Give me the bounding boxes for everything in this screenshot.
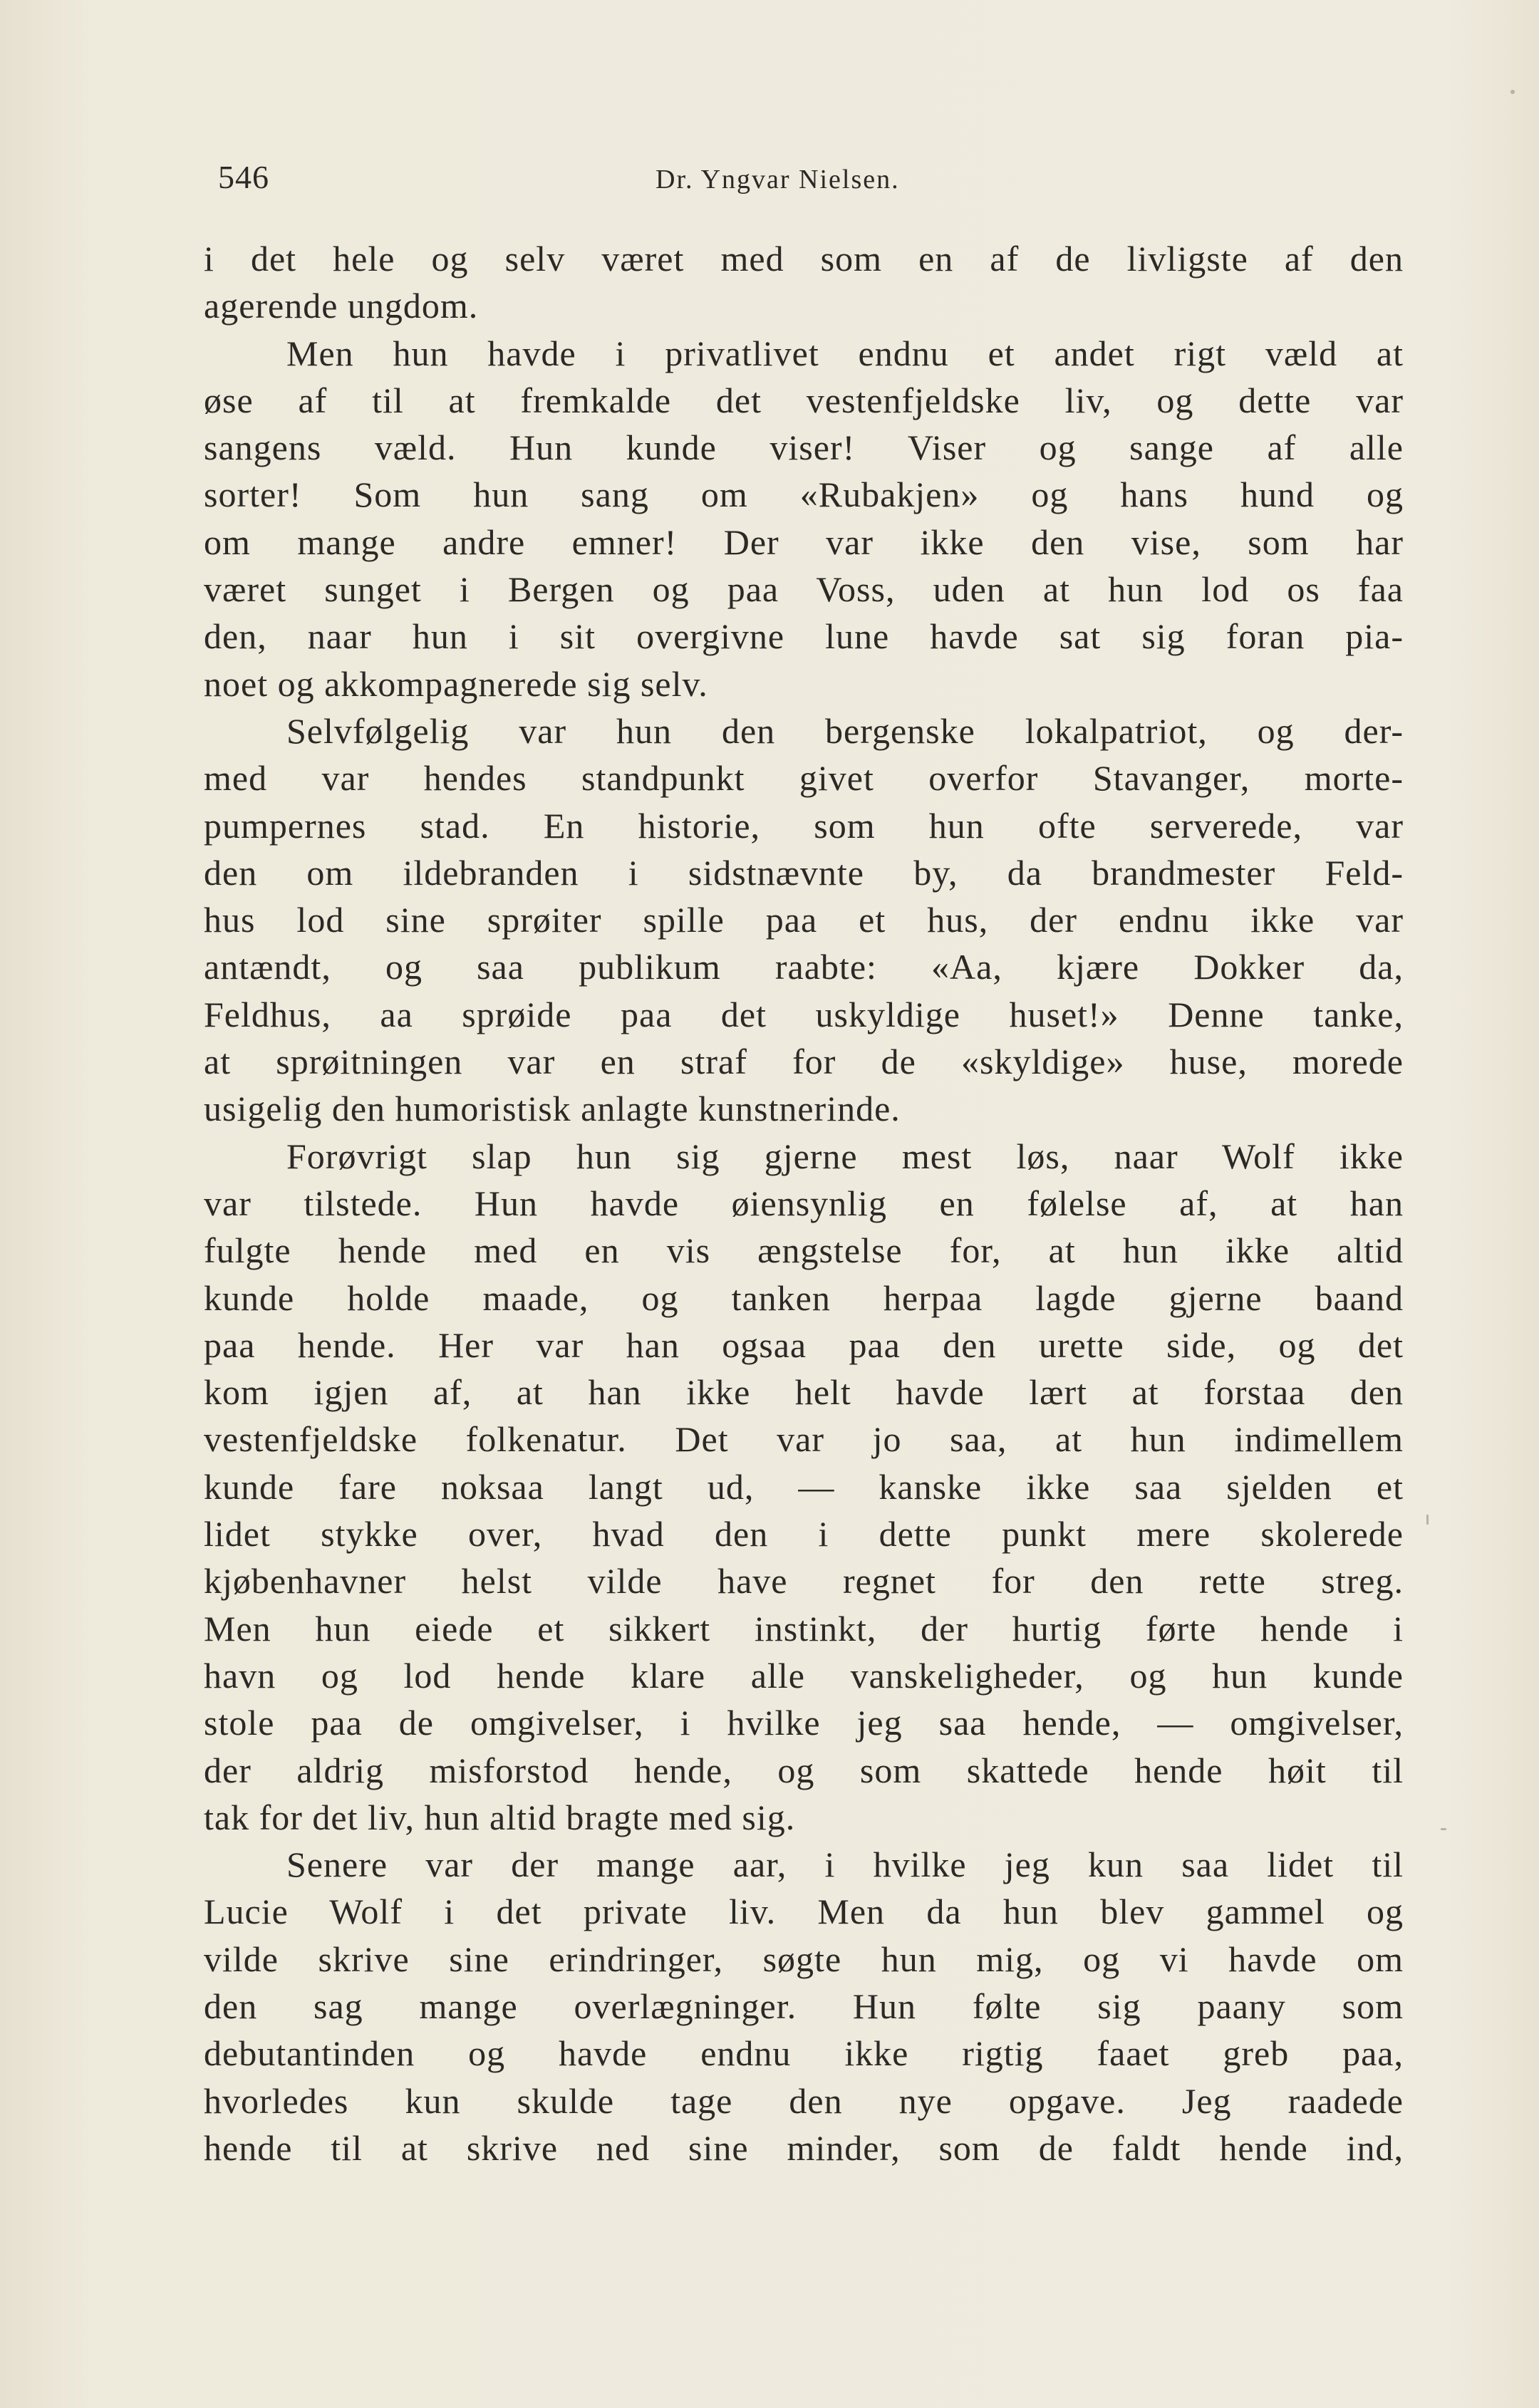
text-line: hende til at skrive ned sine minder, som de faldt hende ind, — [204, 2127, 1404, 2168]
text-line: pumpernes stad. En historie, som hun ofte serverede, var — [204, 805, 1404, 846]
text-line: var tilstede. Hun havde øiensynlig en følelse af, at han — [204, 1183, 1404, 1223]
text-line: i det hele og selv været med som en af de livligste af den — [204, 239, 1404, 279]
paper-speck — [1441, 1828, 1446, 1830]
text-line: med var hendes standpunkt givet overfor Stavanger, morte- — [204, 758, 1404, 799]
text-line: noet og akkompagnerede sig selv. — [204, 663, 708, 704]
text-line: kunde fare noksaa langt ud, — kanske ikke saa sjelden et — [204, 1466, 1404, 1507]
text-line: agerende ungdom. — [204, 286, 479, 326]
running-head: Dr. Yngvar Nielsen. — [656, 165, 900, 194]
text-line: fulgte hende med en vis ængstelse for, at hun ikke altid — [204, 1230, 1404, 1271]
page-number: 546 — [218, 159, 269, 195]
text-line: usigelig den humoristisk anlagte kunstnerinde. — [204, 1089, 901, 1129]
text-line: antændt, og saa publikum raabte: «Aa, kjære Dokker da, — [204, 947, 1404, 987]
text-line: om mange andre emner! Der var ikke den vise, som har — [204, 521, 1404, 562]
text-line: Selvfølgelig var hun den bergenske lokalpatriot, og der- — [286, 710, 1404, 751]
text-line: paa hende. Her var han ogsaa paa den urette side, og det — [204, 1324, 1404, 1365]
text-line: hvorledes kun skulde tage den nye opgave. Jeg raadede — [204, 2080, 1404, 2121]
text-line: Men hun eiede et sikkert instinkt, der hurtig førte hende i — [204, 1608, 1404, 1649]
text-line: Men hun havde i privatlivet endnu et andet rigt væld at — [286, 333, 1404, 373]
text-line: den om ildebranden i sidstnævnte by, da brandmester Feld- — [204, 852, 1404, 893]
text-line: kunde holde maade, og tanken herpaa lagde gjerne baand — [204, 1277, 1404, 1318]
text-line: den, naar hun i sit overgivne lune havde sat sig foran pia- — [204, 616, 1404, 657]
text-line: tak for det liv, hun altid bragte med sig. — [204, 1797, 796, 1837]
text-line: vilde skrive sine erindringer, søgte hun mig, og vi havde om — [204, 1939, 1404, 1979]
text-line: været sunget i Bergen og paa Voss, uden at hun lod os faa — [204, 569, 1404, 610]
text-line: Senere var der mange aar, i hvilke jeg kun saa lidet til — [286, 1844, 1404, 1885]
text-line: Feldhus, aa sprøide paa det uskyldige huset!» Denne tanke, — [204, 994, 1404, 1034]
body-text — [204, 235, 1404, 2171]
text-line: kom igjen af, at han ikke helt havde lært at forstaa den — [204, 1372, 1404, 1413]
text-line: øse af til at fremkalde det vestenfjeldske liv, og dette var — [204, 380, 1404, 420]
text-line: Forøvrigt slap hun sig gjerne mest løs, naar Wolf ikke — [286, 1136, 1404, 1176]
text-line: hus lod sine sprøiter spille paa et hus, der endnu ikke var — [204, 900, 1404, 940]
text-line: at sprøitningen var en straf for de «skyldige» huse, morede — [204, 1042, 1404, 1082]
paper-speck — [1510, 90, 1515, 94]
text-line: der aldrig misforstod hende, og som skattede hende høit til — [204, 1750, 1404, 1790]
paper-speck — [1426, 1515, 1429, 1525]
text-line: kjøbenhavner helst vilde have regnet for den rette streg. — [204, 1561, 1404, 1602]
text-line: Lucie Wolf i det private liv. Men da hun blev gammel og — [204, 1891, 1404, 1932]
text-line: debutantinden og havde endnu ikke rigtig faaet greb paa, — [204, 2033, 1404, 2074]
text-line: havn og lod hende klare alle vanskeligheder, og hun kunde — [204, 1655, 1404, 1696]
page-header — [218, 158, 1347, 201]
text-line: sorter! Som hun sang om «Rubakjen» og hans hund og — [204, 474, 1404, 515]
text-line: lidet stykke over, hvad den i dette punkt mere skolerede — [204, 1514, 1404, 1555]
text-line: sangens væld. Hun kunde viser! Viser og sange af alle — [204, 427, 1404, 468]
text-line: den sag mange overlægninger. Hun følte sig paany som — [204, 1986, 1404, 2026]
text-line: stole paa de omgivelser, i hvilke jeg saa hende, — omgivelser, — [204, 1703, 1404, 1743]
text-line: vestenfjeldske folkenatur. Det var jo saa, at hun indimellem — [204, 1419, 1404, 1460]
